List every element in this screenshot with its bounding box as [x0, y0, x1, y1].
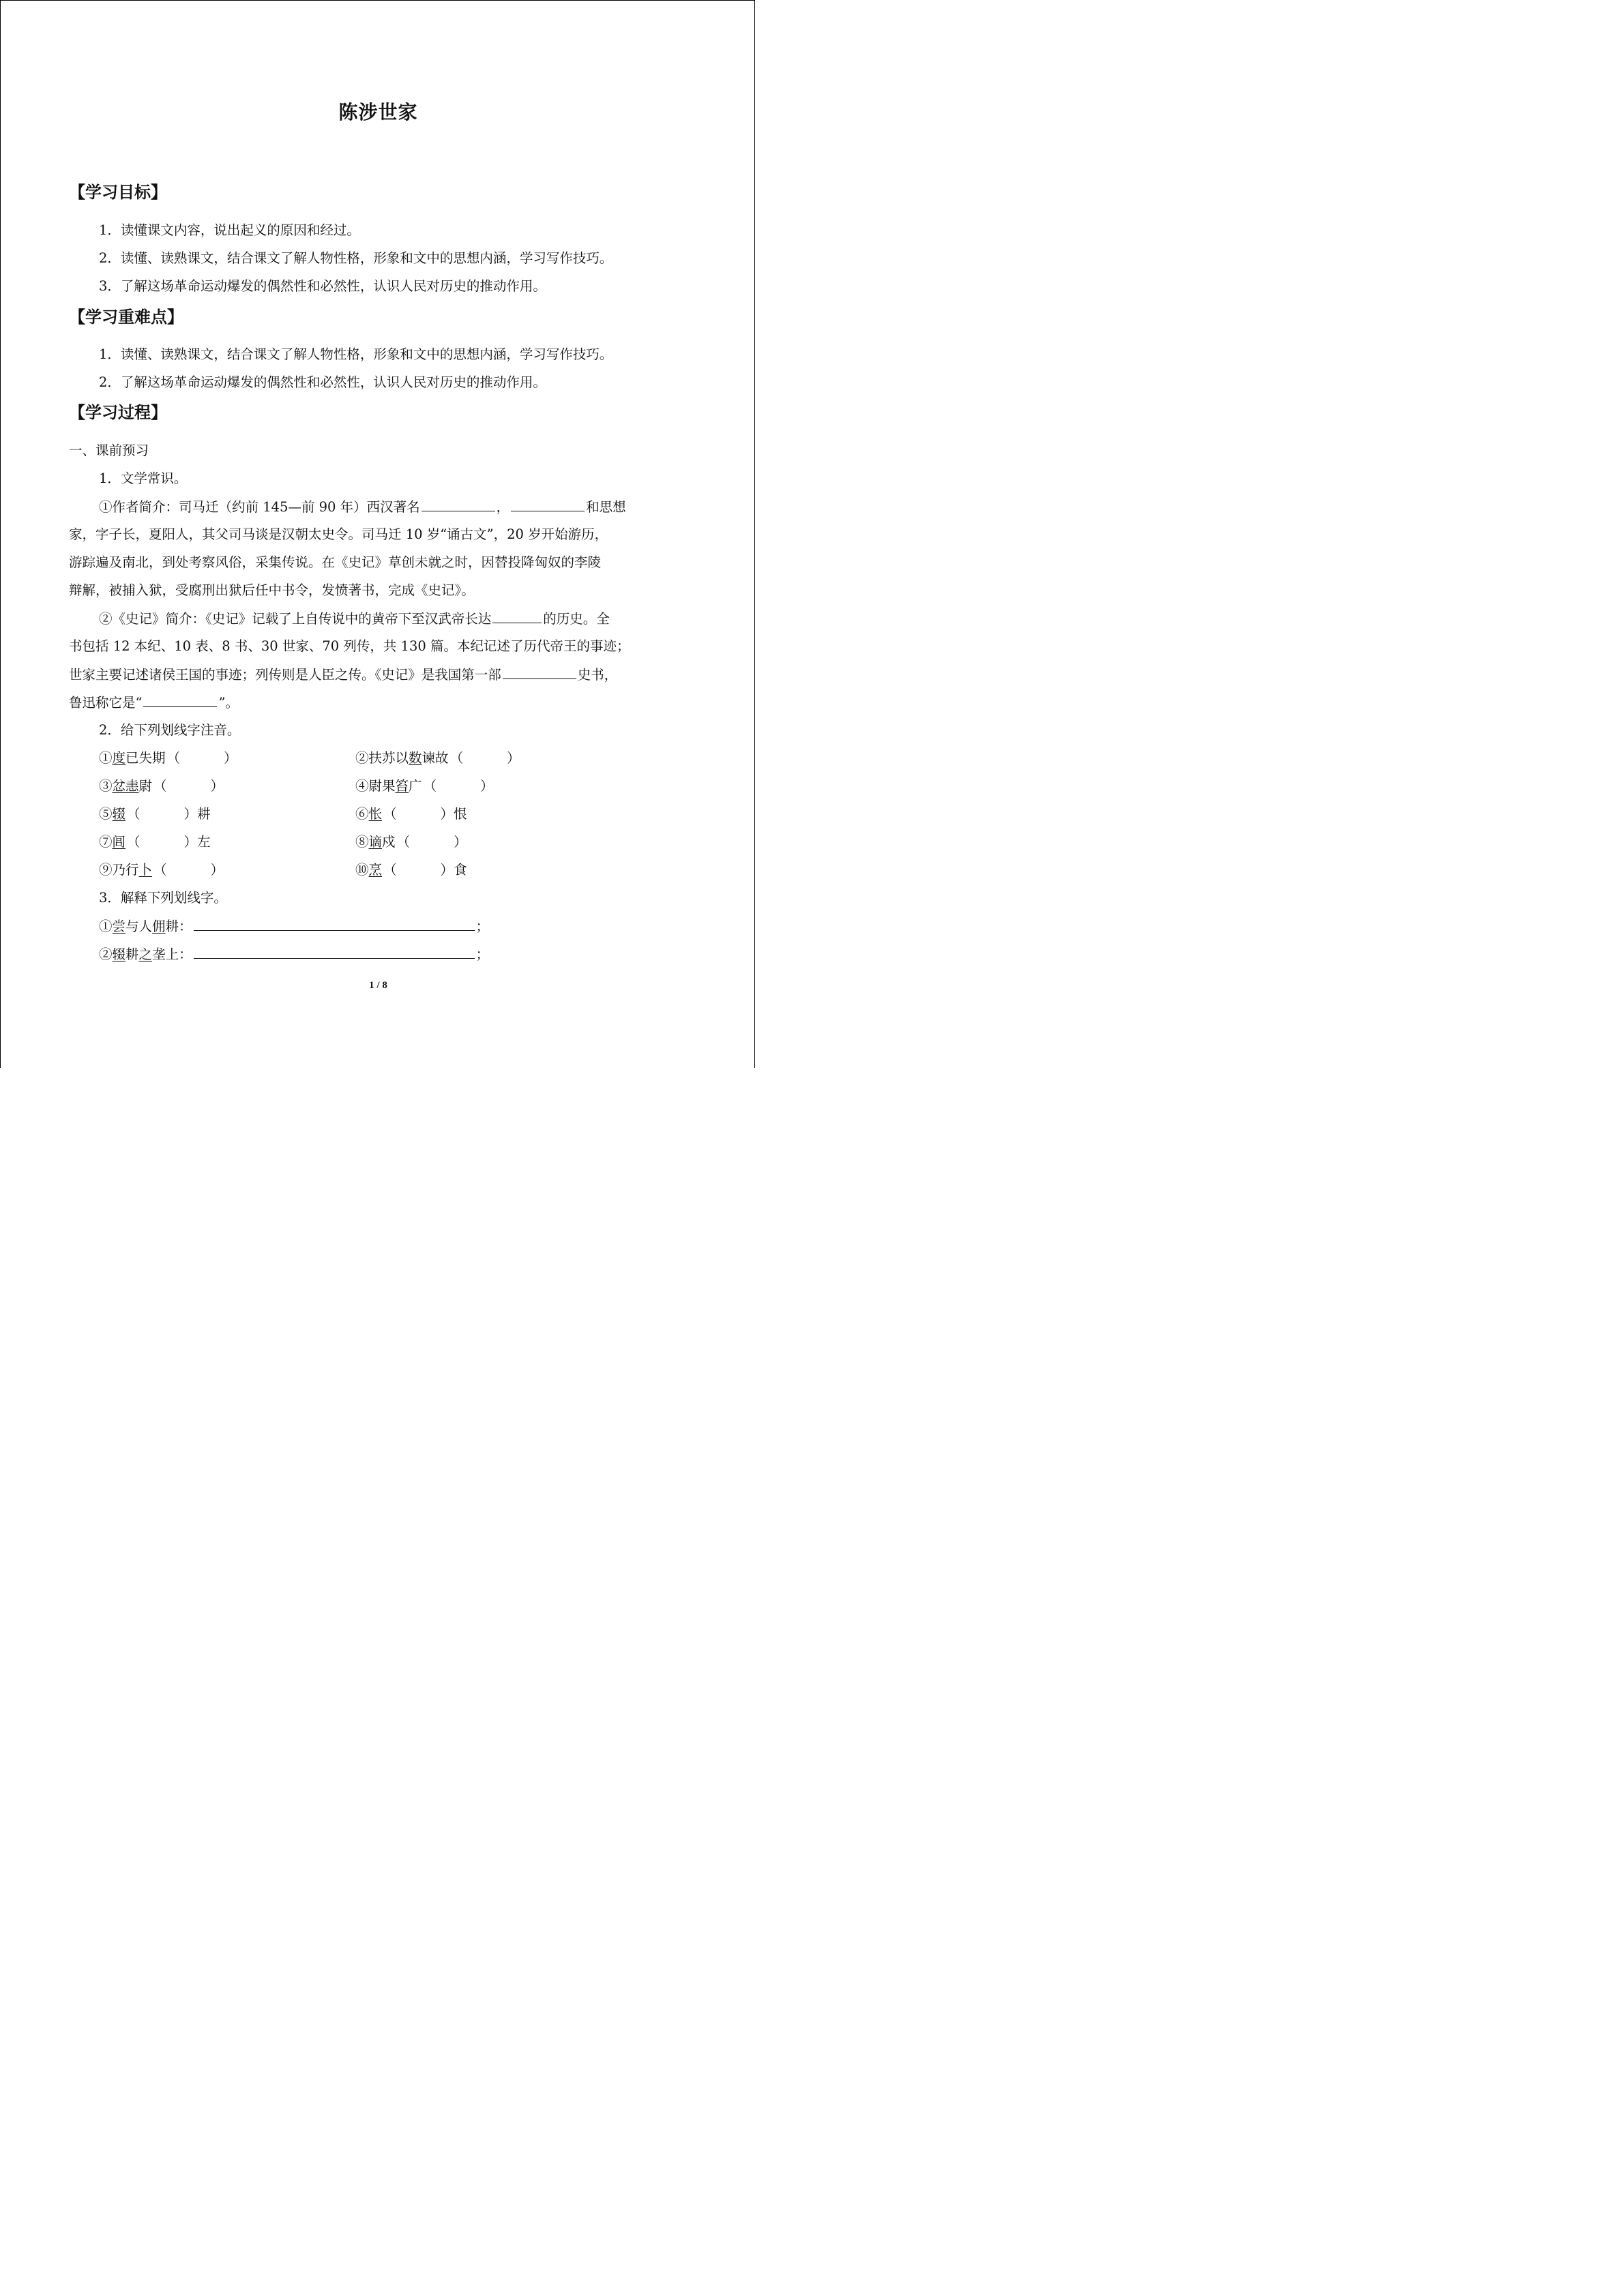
key-point-item-2: 2．了解这场革命运动爆发的偶然性和必然性，认识人民对历史的推动作用。	[99, 374, 546, 390]
q3-title: 3．解释下列划线字。	[99, 890, 227, 906]
shiji-intro-text-b: 的历史。全	[543, 611, 610, 627]
item-number: ①	[99, 750, 113, 766]
underlined-char: 怅	[368, 806, 383, 822]
heading-learning-process: 【学习过程】	[69, 402, 167, 422]
item-number: ①	[99, 919, 113, 934]
pinyin-item	[355, 805, 467, 824]
item-number: ③	[99, 778, 113, 794]
fill-blank-author-title-1[interactable]	[422, 497, 495, 511]
author-intro-line3: 游踪遍及南北，到处考察风俗，采集传说。在《史记》草创未就之时，因替投降匈奴的李陵	[69, 554, 602, 570]
underlined-char: 闾	[112, 834, 126, 850]
paren-close: ）	[224, 750, 237, 766]
item-text: 左	[197, 834, 211, 850]
item-text: 与人	[126, 919, 153, 934]
pinyin-item	[99, 861, 224, 880]
part1-title: 一、课前预习	[69, 443, 149, 458]
shiji-intro-line1	[99, 609, 610, 629]
paren-close: ）	[210, 778, 224, 794]
explain-item	[99, 944, 489, 964]
paren-close: ）	[440, 806, 454, 822]
item-number: ④	[355, 778, 369, 794]
item-text: 尉	[138, 778, 153, 794]
pinyin-item	[99, 777, 224, 796]
author-intro-line4: 辩解，被捕入狱，受腐刑出狱后任中书令，发愤著书，完成《史记》。	[69, 582, 475, 598]
paren-open: （	[127, 834, 141, 850]
author-intro-text-b: 和思想	[586, 499, 626, 515]
item-text: ；	[475, 946, 490, 962]
author-intro-line1	[99, 497, 626, 517]
shiji-intro-text-c: 世家主要记述诸侯王国的事迹；列传则是人臣之传。《史记》是我国第一部	[69, 667, 501, 683]
underlined-char: 之	[138, 946, 153, 962]
shiji-intro-line2: 书包括 12 本纪、10 表、8 书、30 世家、70 列传，共 130 篇。本纪记述了历代帝王的事迹；	[69, 638, 630, 654]
paren-open: （	[166, 750, 181, 766]
shiji-intro-text-f: ”。	[218, 695, 239, 711]
paren-close: ）	[440, 862, 454, 878]
paren-open: （	[396, 834, 411, 850]
explain-answer-line[interactable]	[194, 916, 475, 931]
fill-blank-history-span[interactable]	[492, 609, 542, 623]
author-intro-line2: 家，字子长，夏阳人，其父司马谈是汉朝太史令。司马迁 10 岁“诵古文”，20 岁开始游历，	[69, 526, 608, 542]
item-text: 食	[454, 862, 467, 878]
item-text: 谏故	[422, 750, 449, 766]
paren-open: （	[383, 862, 397, 878]
goal-item-3: 3．了解这场革命运动爆发的偶然性和必然性，认识人民对历史的推动作用。	[99, 278, 546, 294]
page-number: 1 / 8	[369, 980, 387, 991]
paren-close: ）	[507, 750, 520, 766]
fill-blank-history-type[interactable]	[503, 665, 576, 679]
pinyin-item	[99, 833, 211, 852]
fill-blank-luxun-quote[interactable]	[143, 693, 217, 707]
goal-item-1: 1．读懂课文内容，说出起义的原因和经过。	[99, 222, 360, 238]
paren-close: ）	[183, 834, 198, 850]
author-intro-sep: ，	[496, 499, 510, 515]
shiji-intro-text-e: 鲁迅称它是“	[69, 695, 143, 711]
paren-open: （	[153, 778, 167, 794]
underlined-char: 数	[409, 750, 422, 766]
underlined-char: 笞	[395, 778, 409, 794]
shiji-intro-line4	[69, 693, 239, 713]
heading-key-points: 【学习重难点】	[69, 307, 183, 327]
key-point-item-1: 1．读懂、读熟课文，结合课文了解人物性格，形象和文中的思想内涵，学习写作技巧。	[99, 346, 613, 362]
pinyin-item	[355, 833, 467, 852]
paren-open: （	[127, 806, 141, 822]
item-number: ⑤	[99, 806, 113, 822]
item-text: 扶苏以	[368, 750, 409, 766]
shiji-intro-line3	[69, 665, 617, 685]
explain-item	[99, 916, 489, 936]
item-number: ②	[355, 750, 369, 766]
pinyin-item	[99, 805, 211, 824]
underlined-char: 度	[112, 750, 126, 766]
paren-open: （	[383, 806, 397, 822]
shiji-intro-text-d: 史书，	[577, 667, 618, 683]
item-text: 尉果	[368, 778, 396, 794]
goal-item-2: 2．读懂、读熟课文，结合课文了解人物性格，形象和文中的思想内涵，学习写作技巧。	[99, 250, 613, 266]
pinyin-item	[355, 861, 467, 880]
item-text: 恨	[454, 806, 467, 822]
paren-close: ）	[480, 778, 494, 794]
item-text: 戍	[382, 834, 396, 850]
paren-close: ）	[454, 834, 467, 850]
item-text: 耕	[197, 806, 211, 822]
document-title: 陈涉世家	[338, 101, 418, 123]
paren-open: （	[423, 778, 437, 794]
explain-answer-line[interactable]	[194, 944, 475, 959]
item-text: 广	[409, 778, 422, 794]
item-text: 耕：	[165, 919, 192, 934]
item-text: 垄上：	[152, 946, 192, 962]
item-text: 耕	[126, 946, 139, 962]
underlined-char: 谪	[368, 834, 383, 850]
item-number: ②	[99, 946, 113, 962]
author-intro-text-a: ①作者简介：司马迁（约前 145—前 90 年）西汉著名	[99, 499, 420, 515]
underlined-char: 辍	[112, 806, 126, 822]
shiji-intro-text-a: ②《史记》简介：《史记》记载了上自传说中的黄帝下至汉武帝长达	[99, 611, 492, 627]
pinyin-item	[355, 777, 494, 796]
item-number: ⑩	[355, 862, 369, 878]
item-number: ⑥	[355, 806, 369, 822]
fill-blank-author-title-2[interactable]	[511, 497, 585, 511]
item-text: 已失期	[126, 750, 166, 766]
pinyin-item	[99, 749, 237, 768]
paren-open: （	[153, 862, 167, 878]
item-number: ⑨	[99, 862, 113, 878]
underlined-char: 辍	[112, 946, 126, 962]
underlined-char: 烹	[368, 862, 383, 878]
underlined-char: 忿恚	[112, 778, 139, 794]
paren-open: （	[449, 750, 464, 766]
item-text: ；	[475, 919, 490, 934]
item-number: ⑧	[355, 834, 369, 850]
heading-learning-goals: 【学习目标】	[69, 182, 167, 202]
underlined-char: 尝	[112, 919, 126, 934]
q1-title: 1．文学常识。	[99, 471, 188, 486]
paren-close: ）	[210, 862, 224, 878]
underlined-char: 卜	[138, 862, 153, 878]
underlined-char: 佣	[152, 919, 166, 934]
pinyin-item	[355, 749, 520, 768]
paren-close: ）	[183, 806, 198, 822]
item-number: ⑦	[99, 834, 113, 850]
item-text: 乃行	[112, 862, 139, 878]
q2-title: 2．给下列划线字注音。	[99, 722, 241, 738]
